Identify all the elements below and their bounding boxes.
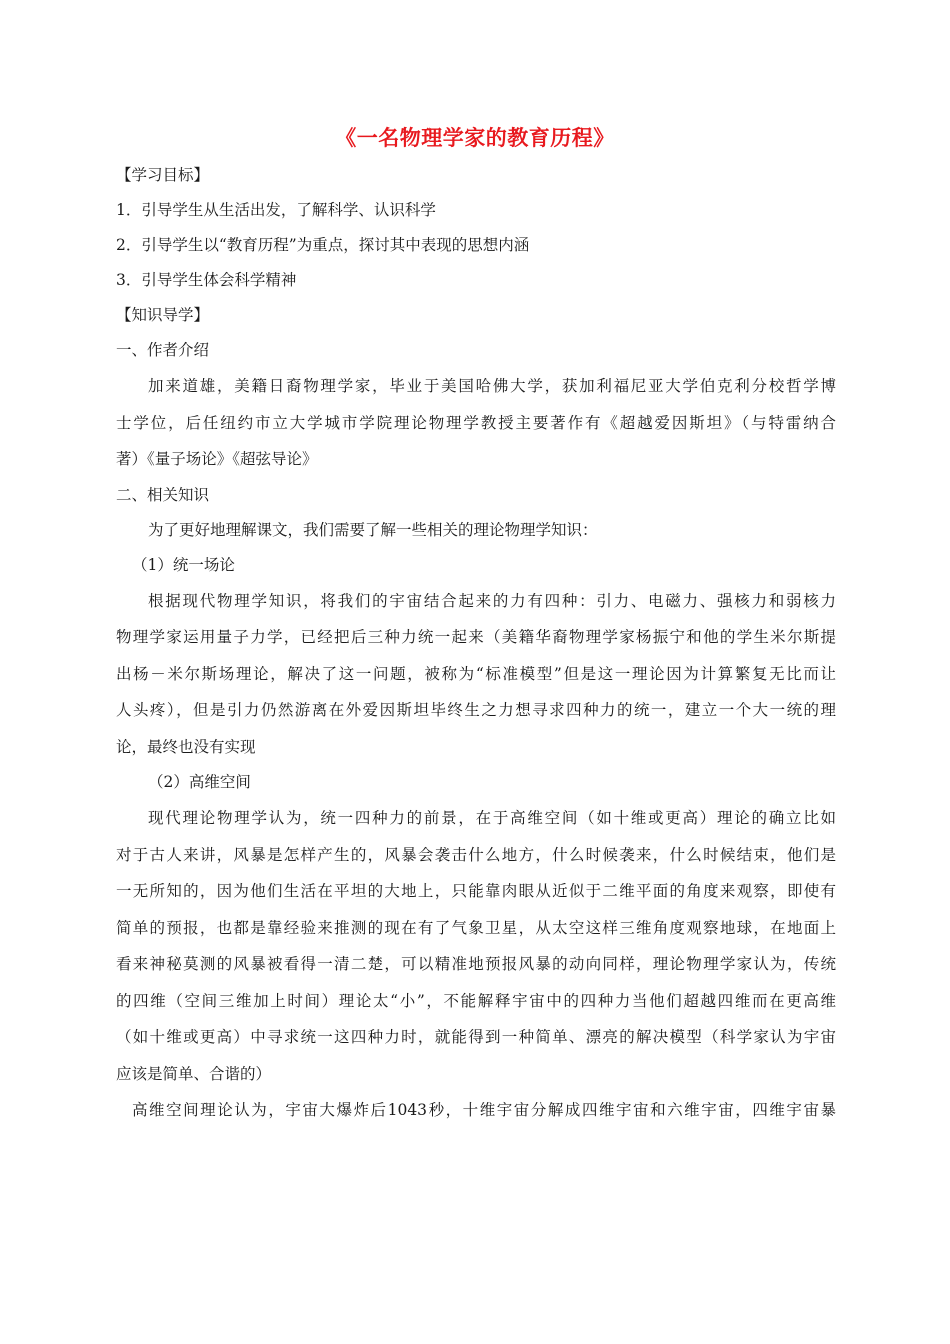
related-heading: 二、相关知识 <box>116 485 210 504</box>
higher-paragraph-line: 对于古人来讲，风暴是怎样产生的，风暴会袭击什么地方，什么时候袭来，什么时候结束，他们是 <box>116 845 836 864</box>
author-heading: 一、作者介绍 <box>116 341 210 359</box>
unified-paragraph-line: 出杨－米尔斯场理论，解决了这一问题，被称为“标准模型”但是这一理论因为计算繁复无比而让 <box>116 664 836 683</box>
higher-paragraph-line: 的四维（空间三维加上时间）理论太“小”，不能解释宇宙中的四种力当他们超越四维而在更高维 <box>116 991 836 1010</box>
higher-paragraph-line: 应该是简单、合谐的） <box>116 1064 272 1083</box>
objective-item: 3．引导学生体会科学精神 <box>116 271 297 289</box>
higher-paragraph-line: 一无所知的，因为他们生活在平坦的大地上，只能靠肉眼从近似于二维平面的角度来观察，即使有 <box>116 882 836 900</box>
higher-paragraph-line: 看来神秘莫测的风暴被看得一清二楚，可以精准地预报风暴的动向同样，理论物理学家认为，传统 <box>116 955 836 973</box>
author-paragraph-line: 加来道雄，美籍日裔物理学家，毕业于美国哈佛大学，获加利福尼亚大学伯克利分校哲学博 <box>148 377 836 395</box>
unified-paragraph-line: 根据现代物理学知识，将我们的宇宙结合起来的力有四种：引力、电磁力、强核力和弱核力 <box>148 591 836 610</box>
unified-paragraph-line: 物理学家运用量子力学，已经把后三种力统一起来（美籍华裔物理学家杨振宁和他的学生米尔斯提 <box>116 628 836 646</box>
author-paragraph-line: 士学位，后任纽约市立大学城市学院理论物理学教授主要著作有《超越爱因斯坦》（与特雷纳合 <box>116 413 836 432</box>
unified-paragraph-line: 人头疼），但是引力仍然游离在外爱因斯坦毕终生之力想寻求四种力的统一，建立一个大一统的理 <box>116 701 836 719</box>
document-body <box>116 158 836 1129</box>
unified-paragraph-line: 论，最终也没有实现 <box>116 737 256 756</box>
higher-paragraph-line: 现代理论物理学认为，统一四种力的前景，在于高维空间（如十维或更高）理论的确立比如 <box>148 809 836 827</box>
guide-heading: 【知识导学】 <box>116 306 210 324</box>
last-paragraph-line: 高维空间理论认为，宇宙大爆炸后1043秒，十维宇宙分解成四维宇宙和六维宇宙，四维宇宙暴 <box>132 1101 836 1119</box>
document-title: 《一名物理学家的教育历程》 <box>335 125 615 150</box>
author-paragraph-line: 著）《量子场论》《超弦导论》 <box>116 450 318 468</box>
unified-field-heading: （1）统一场论 <box>132 555 235 574</box>
objective-item: 1．引导学生从生活出发，了解科学、认识科学 <box>116 201 436 219</box>
related-intro: 为了更好地理解课文，我们需要了解一些相关的理论物理学知识： <box>148 520 598 539</box>
objective-item: 2．引导学生以“教育历程”为重点，探讨其中表现的思想内涵 <box>116 236 530 254</box>
objectives-heading: 【学习目标】 <box>116 166 210 184</box>
higher-paragraph-line: 简单的预报，也都是靠经验来推测的现在有了气象卫星，从太空这样三维角度观察地球，在地面上 <box>116 918 836 937</box>
higher-paragraph-line: （如十维或更高）中寻求统一这四种力时，就能得到一种简单、漂亮的解决模型（科学家认为宇宙 <box>116 1028 836 1046</box>
higher-dimension-heading: （2）高维空间 <box>148 773 251 791</box>
